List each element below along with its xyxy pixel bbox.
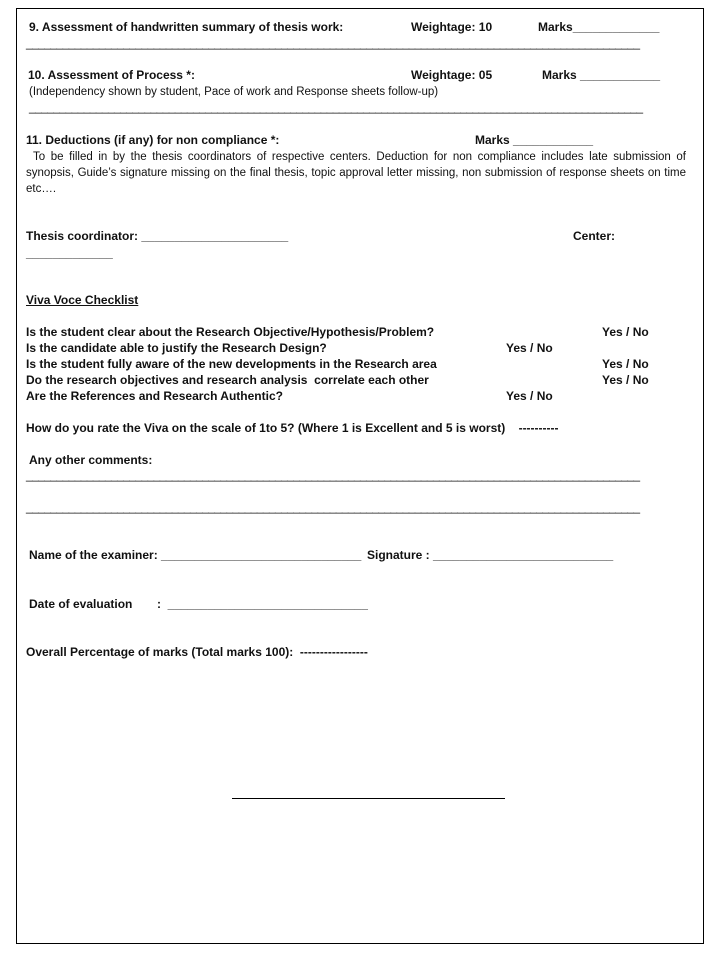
viva-question: Is the student clear about the Research Objective/Hypothesis/Problem?	[26, 325, 435, 339]
s10-title: 10. Assessment of Process *:	[28, 68, 195, 82]
center-field[interactable]: _____________	[26, 246, 113, 260]
viva-question: Are the References and Research Authentic?	[26, 389, 283, 403]
bottom-signature-line[interactable]	[232, 798, 505, 799]
s10-note: (Independency shown by student, Pace of work and Response sheets follow-up)	[29, 86, 439, 98]
s9-marks-field[interactable]: Marks_____________	[538, 20, 660, 34]
viva-yes-no-option[interactable]: Yes / No	[506, 389, 553, 403]
s10-weightage: Weightage: 05	[411, 68, 493, 82]
viva-question: Is the candidate able to justify the Research Design?	[26, 341, 327, 355]
viva-question: Is the student fully aware of the new developments in the Research area	[26, 357, 437, 371]
s9-title: 9. Assessment of handwritten summary of thesis work:	[29, 20, 344, 34]
s11-title: 11. Deductions (if any) for non compliance *:	[26, 133, 280, 147]
thesis-coordinator-field[interactable]: Thesis coordinator: ______________________	[26, 229, 289, 243]
viva-rating-field[interactable]: How do you rate the Viva on the scale of 1to 5? (Where 1 is Excellent and 5 is worst) ----------	[26, 421, 559, 435]
s10-marks-field[interactable]: Marks ____________	[542, 68, 661, 82]
signature-field[interactable]: Signature : ___________________________	[367, 548, 614, 562]
viva-question: Do the research objectives and research analysis correlate each other	[26, 373, 429, 387]
examiner-name-field[interactable]: Name of the examiner: ______________________________	[29, 548, 362, 562]
comments-label: Any other comments:	[29, 453, 153, 467]
date-of-evaluation-field[interactable]: : ______________________________	[157, 597, 368, 611]
viva-yes-no-option[interactable]: Yes / No	[506, 341, 553, 355]
viva-checklist-heading: Viva Voce Checklist	[26, 293, 139, 307]
viva-yes-no-option[interactable]: Yes / No	[602, 357, 649, 371]
overall-percentage-field[interactable]: Overall Percentage of marks (Total marks 100): -----------------	[26, 645, 368, 659]
s11-description: To be filled in by the thesis coordinators of respective centers. Deduction for non compliance includes late submission of synopsis, Guide’s signature missing on the final thesis, topic approval letter missing, non submission of response sheets on time etc….	[26, 151, 686, 195]
viva-yes-no-option[interactable]: Yes / No	[602, 325, 649, 339]
date-of-evaluation-label: Date of evaluation	[29, 597, 133, 611]
center-label: Center:	[573, 229, 616, 243]
s9-weightage: Weightage: 10	[411, 20, 493, 34]
s11-marks-field[interactable]: Marks ____________	[475, 133, 594, 147]
viva-yes-no-option[interactable]: Yes / No	[602, 373, 649, 387]
s9-answer-line[interactable]: _____________________________________________________________________________________________________	[26, 36, 640, 50]
comments-line[interactable]: _____________________________________________________________________________________________________	[26, 500, 640, 514]
comments-line[interactable]: _____________________________________________________________________________________________________	[26, 468, 640, 482]
s10-answer-line[interactable]: _____________________________________________________________________________________________________	[29, 100, 643, 114]
